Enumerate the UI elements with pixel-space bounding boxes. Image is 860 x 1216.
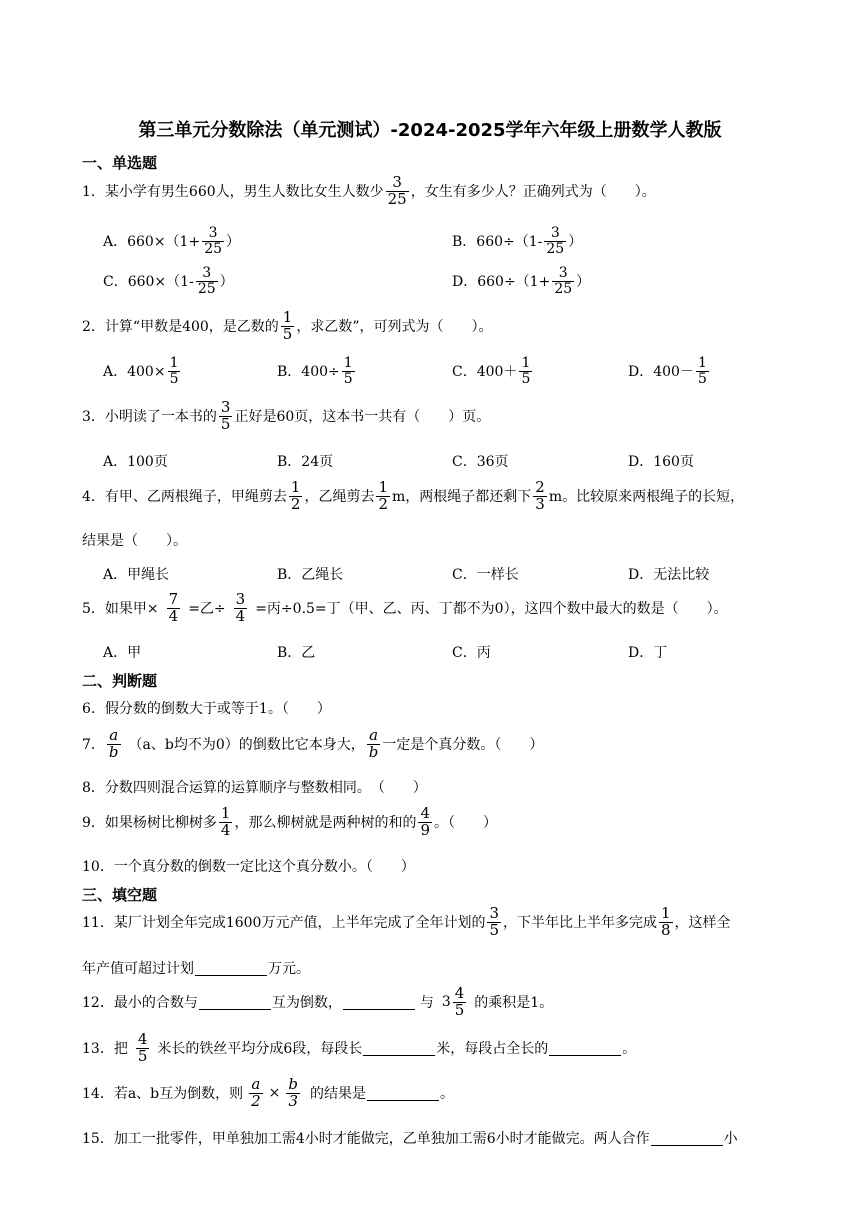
section-heading-single-choice: 一、单选题 <box>82 154 158 172</box>
question-13: 13．把 $\frac{4}{5}$ 米长的铁丝平均分成6段，每段长 米，每段占全长的 。 <box>82 1030 637 1065</box>
fraction: $\frac{1}{2}$ <box>290 478 301 513</box>
fraction: $\frac{1}{5}$ <box>169 355 179 387</box>
fraction: $\frac{3}{25}$ <box>204 225 223 257</box>
fraction: $\frac{a}{2}$ <box>251 1075 261 1110</box>
fraction: $\frac{4}{9}$ <box>420 804 431 839</box>
fraction: $\frac{a}{b}$ <box>368 726 379 761</box>
fraction: $\frac{2}{3}$ <box>535 478 545 513</box>
section-heading-fill-blank: 三、填空题 <box>82 886 158 904</box>
fraction: $\frac{1}{4}$ <box>220 804 231 839</box>
question-12: 12．最小的合数与 互为倒数， 与 3 $\frac{4}{5}$ 的乘积是1。 <box>82 984 554 1019</box>
option-1a: A．660×（1+ $\frac{3}{25}$ ） <box>103 225 241 257</box>
question-14: 14．若a、b互为倒数，则 $\frac{a}{2}$ × $\frac{b}{3}$ 的结果是 。 <box>82 1075 455 1110</box>
option-4c: C．一样长 <box>452 567 519 583</box>
fraction: $\frac{3}{25}$ <box>197 265 216 297</box>
fraction: $\frac{1}{5}$ <box>697 355 707 387</box>
option-2c: C．400＋ $\frac{1}{5}$ <box>452 355 531 387</box>
answer-blank[interactable] <box>199 995 271 1010</box>
question-2: 2．计算“甲数是400，是乙数的 $\frac{1}{5}$ ，求乙数”，可列式为（ ）。 <box>82 308 493 343</box>
question-7: 7． $\frac{a}{b}$ （a、b均不为0）的倒数比它本身大， $\frac{a}{b}$ 一定是个真分数。（ ） <box>82 726 544 761</box>
question-4: 4．有甲、乙两根绳子，甲绳剪去 $\frac{1}{2}$ ，乙绳剪去 $\frac{1}{2}$ m，两根绳子都还剩下 $\frac{2}{3}$ m。比较原来两根绳子的长短， <box>82 478 745 513</box>
fraction: $\frac{b}{3}$ <box>288 1075 299 1110</box>
option-3a: A．100页 <box>103 454 168 470</box>
answer-blank[interactable] <box>343 995 415 1010</box>
question-10: 10．一个真分数的倒数一定比这个真分数小。（ ） <box>82 859 415 875</box>
answer-blank[interactable] <box>363 1041 435 1056</box>
answer-blank[interactable] <box>651 1131 723 1146</box>
section-heading-true-false: 二、判断题 <box>82 672 158 690</box>
question-11-continued: 年产值可超过计划 万元。 <box>82 961 310 977</box>
question-8: 8．分数四则混合运算的运算顺序与整数相同。 （ ） <box>82 780 427 796</box>
question-4-continued: 结果是（ ）。 <box>82 533 187 549</box>
fraction: $\frac{7}{4}$ <box>168 590 179 625</box>
option-5c: C．丙 <box>452 645 491 661</box>
fraction: $\frac{1}{5}$ <box>521 355 531 387</box>
question-11: 11．某厂计划全年完成1600万元产值，上半年完成了全年计划的 $\frac{3}{5}$ ，下半年比上半年多完成 $\frac{1}{8}$ ，这样全 <box>82 904 731 939</box>
fraction: $\frac{1}{8}$ <box>661 904 671 939</box>
option-2a: A．400× $\frac{1}{5}$ <box>103 355 179 387</box>
option-1c: C．660×（1- $\frac{3}{25}$ ） <box>103 265 234 297</box>
option-2d: D．400－ $\frac{1}{5}$ <box>628 355 707 387</box>
option-4b: B．乙绳长 <box>277 567 344 583</box>
option-1d: D．660÷（1+ $\frac{3}{25}$ ） <box>452 265 591 297</box>
fraction: $\frac{3}{25}$ <box>546 225 565 257</box>
answer-blank[interactable] <box>549 1041 621 1056</box>
fraction: $\frac{3}{4}$ <box>235 590 246 625</box>
question-1: 1．某小学有男生660人，男生人数比女生人数少 $\frac{3}{25}$ ，女生有多少人？正确列式为（ ）。 <box>82 173 656 208</box>
question-15: 15．加工一批零件，甲单独加工需4小时才能做完，乙单独加工需6小时才能做完。两人合作 小 <box>82 1131 738 1147</box>
fraction: $\frac{1}{5}$ <box>282 308 293 343</box>
question-3: 3．小明读了一本书的 $\frac{3}{5}$ 正好是60页，这本书一共有（ ）页。 <box>82 398 491 433</box>
option-5b: B．乙 <box>277 645 316 661</box>
fraction: $\frac{3}{25}$ <box>387 173 407 208</box>
fraction: $\frac{3}{25}$ <box>554 265 573 297</box>
option-3d: D．160页 <box>628 454 694 470</box>
question-9: 9．如果杨树比柳树多 $\frac{1}{4}$ ，那么柳树就是两种树的和的 $\frac{4}{9}$ 。（ ） <box>82 804 498 839</box>
option-5a: A．甲 <box>103 645 142 661</box>
option-3b: B．24页 <box>277 454 334 470</box>
option-2b: B．400÷ $\frac{1}{5}$ <box>277 355 353 387</box>
option-4d: D．无法比较 <box>628 567 710 583</box>
fraction: $\frac{4}{5}$ <box>454 984 465 1019</box>
question-6: 6．假分数的倒数大于或等于1。（ ） <box>82 701 331 717</box>
answer-blank[interactable] <box>195 961 267 976</box>
option-4a: A．甲绳长 <box>103 567 170 583</box>
fraction: $\frac{1}{2}$ <box>378 478 389 513</box>
option-1b: B．660÷（1- $\frac{3}{25}$ ） <box>452 225 583 257</box>
question-5: 5．如果甲× $\frac{7}{4}$ =乙÷ $\frac{3}{4}$ =丙÷0.5=丁（甲、乙、丙、丁都不为0），这四个数中最大的数是（ ）。 <box>82 590 728 625</box>
page-title: 第三单元分数除法（单元测试）-2024-2025学年六年级上册数学人教版 <box>138 120 722 141</box>
fraction: $\frac{a}{b}$ <box>108 726 119 761</box>
fraction: $\frac{3}{5}$ <box>220 398 231 433</box>
fraction: $\frac{1}{5}$ <box>343 355 353 387</box>
option-3c: C．36页 <box>452 454 509 470</box>
answer-blank[interactable] <box>367 1086 439 1101</box>
fraction: $\frac{4}{5}$ <box>137 1030 148 1065</box>
fraction: $\frac{3}{5}$ <box>489 904 499 939</box>
option-5d: D．丁 <box>628 645 668 661</box>
